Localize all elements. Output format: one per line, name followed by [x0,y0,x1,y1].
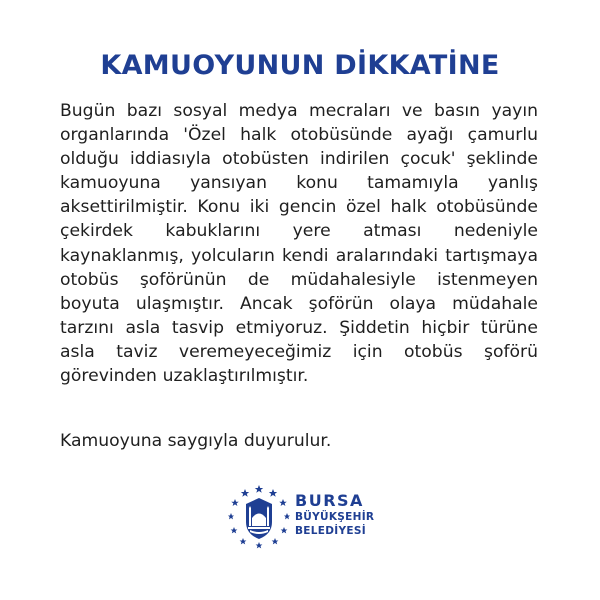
logo-wordmark [295,492,374,538]
notice-title: KAMUOYUNUN DİKKATİNE [100,50,500,81]
logo-line-bursa: BURSA [295,491,364,510]
logo-line-buyuksehir: BÜYÜKŞEHİR [295,511,375,523]
municipality-logo [228,484,378,556]
notice-body: Bugün bazı sosyal medya mecraları ve basın yayın organlarında 'Özel halk otobüsünde ayağı çamurlu olduğu iddiasıyla otobüsten indirilen çocuk' şeklinde kamuoyuna yansıyan konu tamamıyla yanlış aksettirilmiştir. Konu iki gencin özel halk otobüsünde çekirdek kabuklarını yere atması nedeniyle kaynaklanmış, yolcuların kendi aralarındaki tartışmaya otobüs şoförünün de müdahalesiyle istenmeyen boyuta ulaşmıştır. Ancak şoförün olaya müdahale tarzını asla tasvip etmiyoruz. Şiddetin hiçbir türüne asla taviz veremeyeceğimiz için otobüs şoförü görevinden uzaklaştırılmıştır. [60,101,538,387]
bursa-emblem-icon [228,484,290,550]
notice-closing: Kamuoyuna saygıyla duyurulur. [60,431,332,451]
logo-line-belediyesi: BELEDİYESİ [295,525,366,537]
